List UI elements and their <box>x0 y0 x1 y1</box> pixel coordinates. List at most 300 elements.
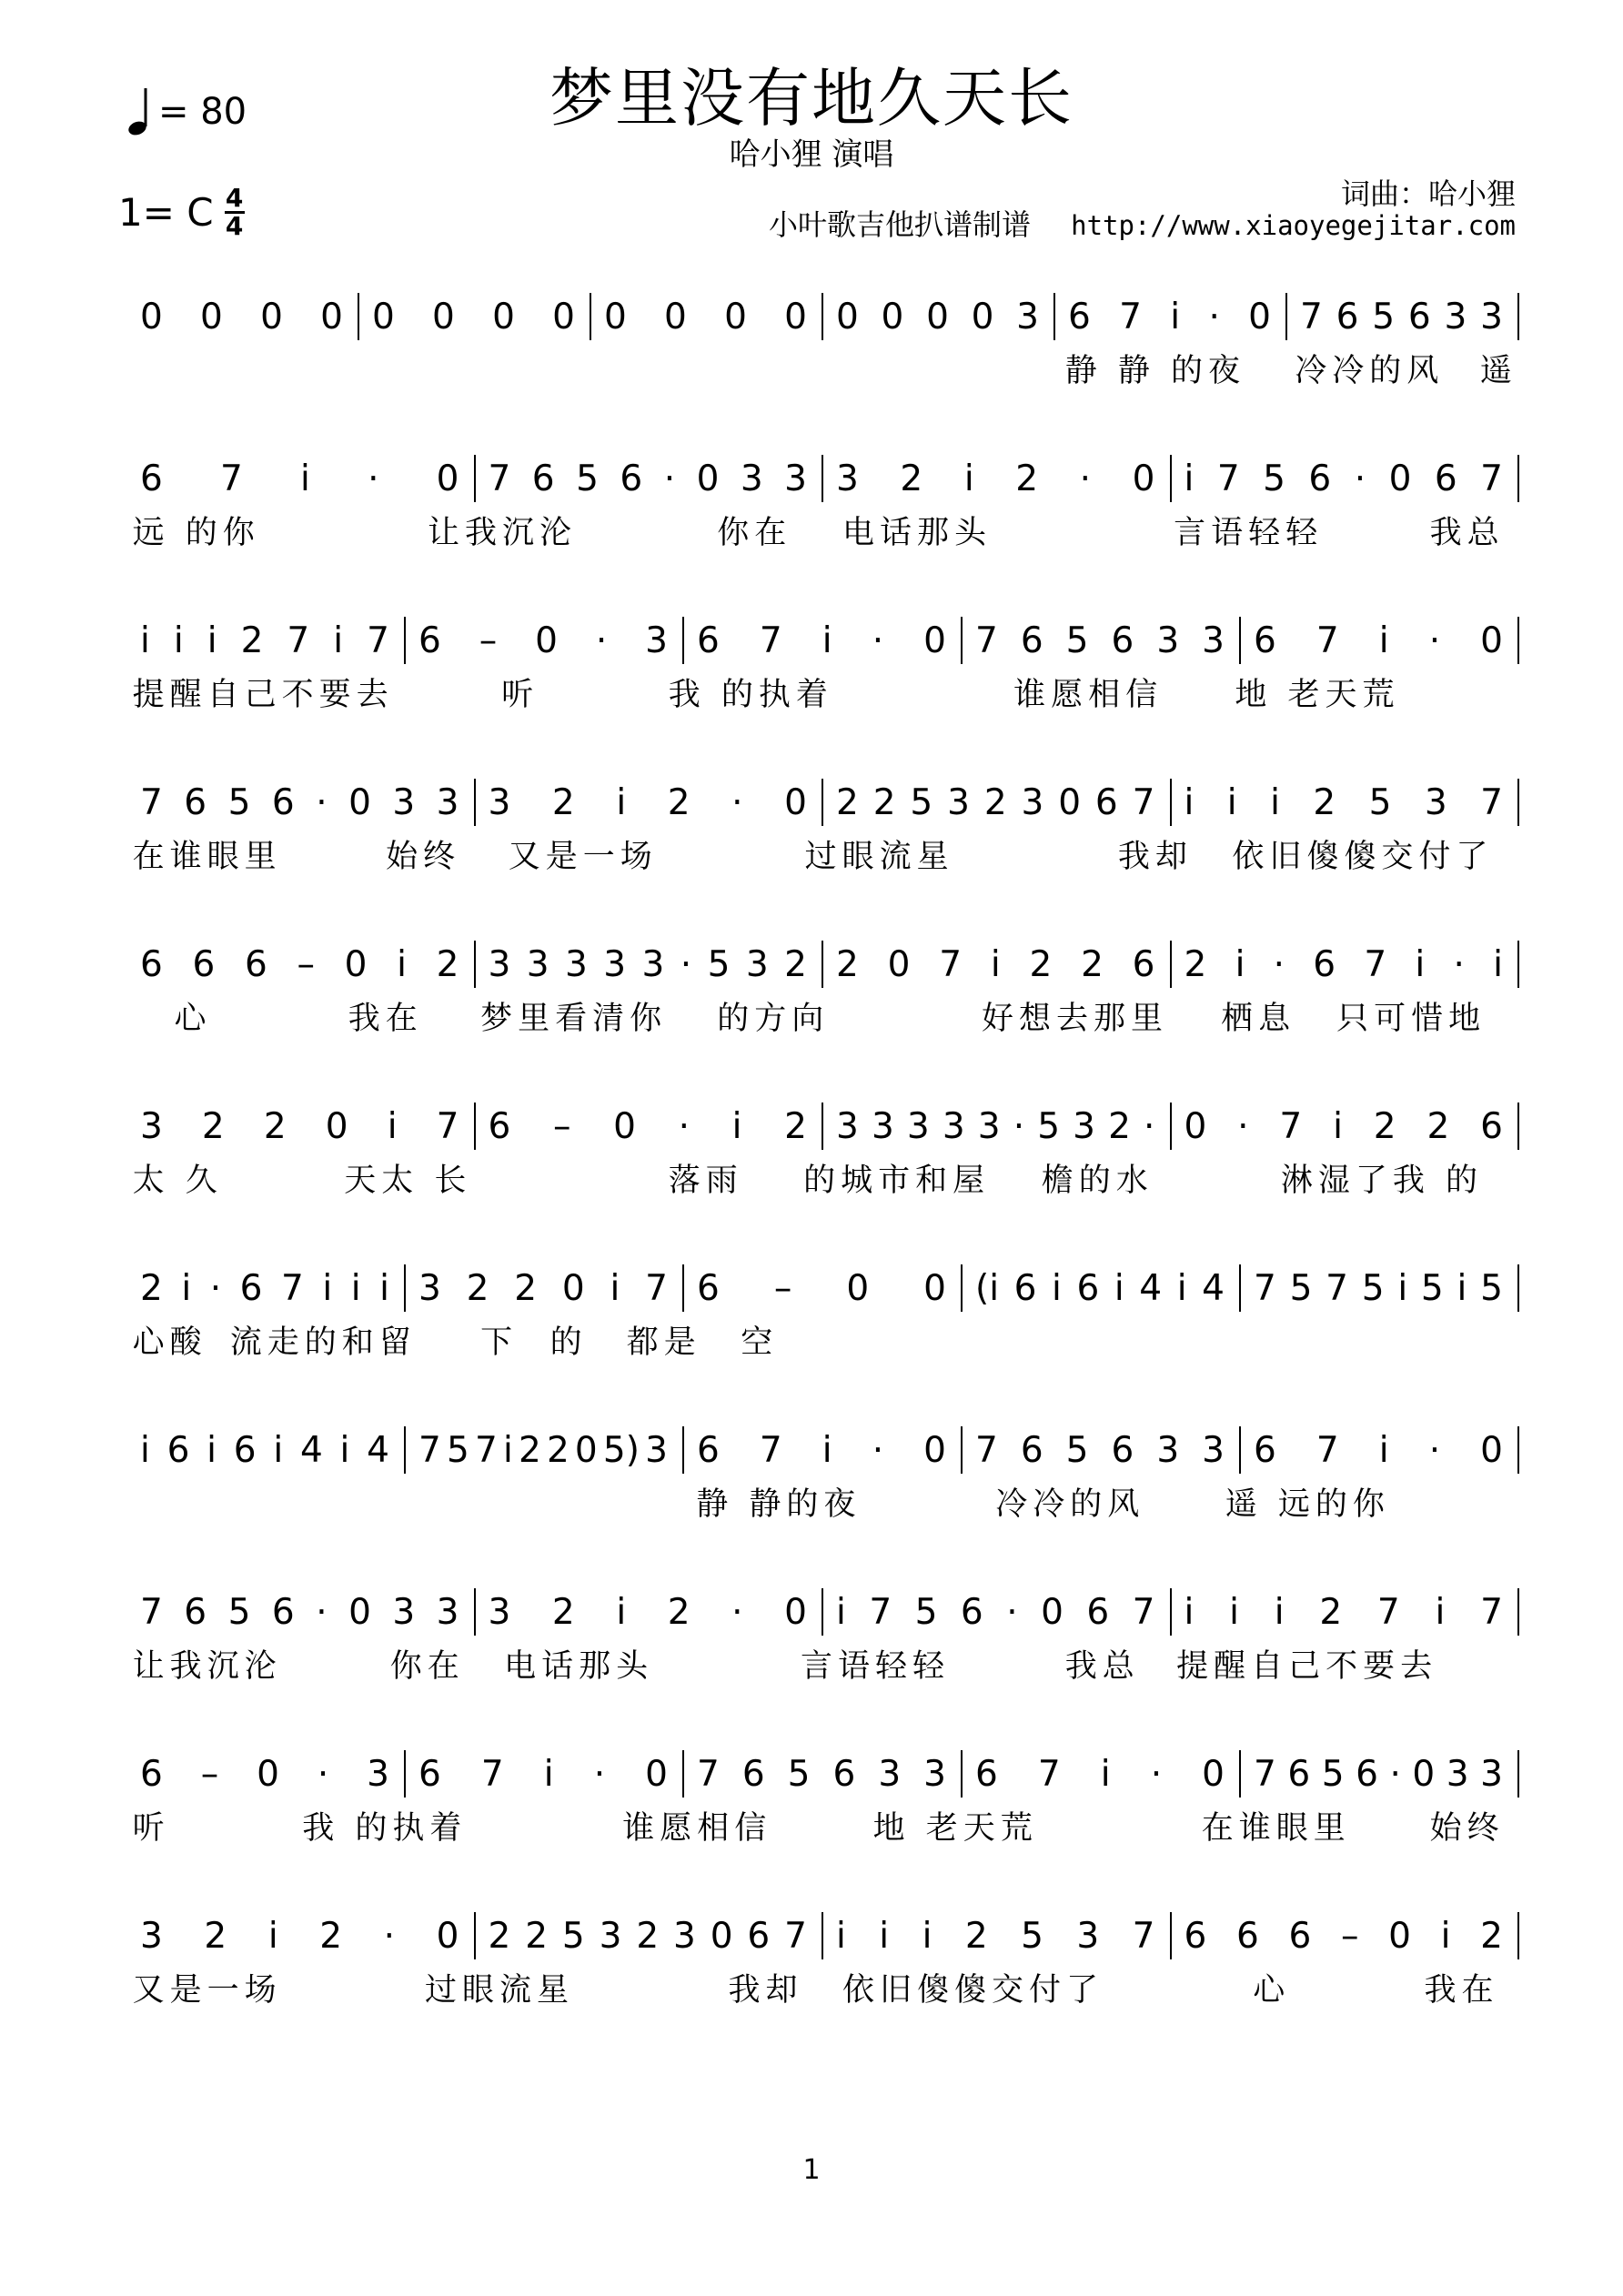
note-glyph: 0 <box>1248 296 1271 337</box>
bar-line <box>822 455 823 502</box>
note-glyph: i <box>1457 1267 1467 1309</box>
note-glyph: i <box>387 1105 398 1147</box>
note-glyph: 5 <box>1021 1915 1043 1957</box>
bar-line <box>1517 941 1519 988</box>
note-glyph: i <box>173 619 184 661</box>
note-glyph: 7 <box>1300 296 1323 337</box>
note-glyph: 5 <box>1420 1267 1444 1309</box>
bar-line <box>1517 617 1519 664</box>
bar-line <box>1285 293 1287 340</box>
note-glyph: · <box>872 619 884 661</box>
note-glyph: 3 <box>1446 1753 1469 1795</box>
lyric-text: 言语轻轻 <box>1174 515 1324 551</box>
note-glyph: 0 <box>1388 458 1412 499</box>
note-glyph: 6 <box>239 1267 263 1309</box>
note-glyph: · <box>1237 1105 1249 1147</box>
note-glyph: 5 <box>910 781 933 823</box>
key-signature <box>118 183 245 241</box>
note-glyph: · <box>663 458 676 499</box>
lyric-text: 始终 <box>386 839 461 875</box>
measure <box>418 1747 668 1801</box>
lyric-text: 静 静的夜 <box>696 1486 862 1523</box>
bar-line <box>1170 779 1172 826</box>
bar-line <box>1170 1588 1172 1636</box>
note-glyph: 5 <box>1372 296 1396 337</box>
note-glyph: 7 <box>784 1915 807 1957</box>
note-glyph: i <box>1235 943 1245 985</box>
note-glyph: 3 <box>977 1105 1001 1147</box>
note-glyph: 0 <box>784 1591 807 1633</box>
measure <box>1300 289 1503 344</box>
note-glyph: 7 <box>1037 1753 1061 1795</box>
note-glyph: 6 <box>1094 781 1118 823</box>
note-glyph: 7 <box>975 1429 998 1471</box>
note-glyph: i <box>1415 943 1426 985</box>
note-glyph: 7 <box>1376 1591 1400 1633</box>
lyric-text: 你在 <box>389 1648 465 1685</box>
note-glyph: 0 <box>710 1915 733 1957</box>
measure <box>418 1423 668 1477</box>
lyric-text: 静 静 的夜 <box>1064 353 1246 389</box>
note-glyph: 2 <box>551 1591 575 1633</box>
note-glyph: 5 <box>1065 619 1089 661</box>
note-glyph: 7 <box>140 1591 163 1633</box>
measure <box>1184 1908 1504 1963</box>
note-glyph: i <box>379 1267 389 1309</box>
note-glyph: 3 <box>488 1591 511 1633</box>
note-glyph: 2 <box>204 1915 227 1957</box>
lyric-text: 让我沉沦 <box>428 515 578 551</box>
note-glyph: 3 <box>1202 619 1225 661</box>
note-glyph: · <box>1013 1105 1025 1147</box>
note-glyph: 7 <box>488 458 511 499</box>
note-glyph: 0 <box>696 458 720 499</box>
lyric-text: 遥 远的你 <box>1225 1486 1390 1523</box>
lyric-text: 依旧傻傻交付了 <box>842 1972 1104 2009</box>
measure <box>697 1261 946 1315</box>
note-glyph: 6 <box>244 943 267 985</box>
note-glyph: 6 <box>1013 1267 1037 1309</box>
measure <box>1184 1099 1504 1153</box>
note-glyph: i <box>207 619 217 661</box>
lyric-text: 流走的和留 <box>229 1324 417 1361</box>
note-glyph: i <box>207 1429 217 1471</box>
note-glyph: i <box>836 1915 846 1957</box>
note-glyph: 0 <box>1388 1915 1411 1957</box>
lyric-text: 的城市和屋 <box>803 1163 991 1199</box>
lyric-text: 只可惜地 <box>1336 1001 1487 1037</box>
note-glyph: i <box>1440 1915 1451 1957</box>
note-glyph: · <box>1428 1429 1441 1471</box>
note-glyph: 6 <box>418 1753 441 1795</box>
measure <box>489 1099 808 1153</box>
note-glyph: 5 <box>1480 1267 1503 1309</box>
measure <box>372 289 575 344</box>
note-glyph: 2 <box>983 781 1007 823</box>
note-glyph: 6 <box>1313 943 1336 985</box>
lyric-text: 过眼流星 <box>804 839 954 875</box>
note-glyph: 0 <box>561 1267 585 1309</box>
bar-line <box>822 1912 823 1959</box>
note-glyph: 5 <box>1065 1429 1089 1471</box>
note-glyph: 2 <box>546 1429 570 1471</box>
bar-line <box>1170 941 1172 988</box>
bar-line <box>1170 1103 1172 1150</box>
lyric-text: 栖息 <box>1221 1001 1296 1037</box>
note-glyph: i <box>273 1429 284 1471</box>
note-glyph: 3 <box>1202 1429 1225 1471</box>
note-glyph: i <box>181 1267 192 1309</box>
note-glyph: 0 <box>436 458 459 499</box>
note-glyph: 0 <box>846 1267 870 1309</box>
note-glyph: 0 <box>971 296 994 337</box>
note-glyph: 6 <box>1111 1429 1134 1471</box>
note-glyph: 4 <box>367 1429 389 1471</box>
lyric-text: 我却 <box>1117 839 1193 875</box>
note-glyph: 7 <box>287 619 310 661</box>
note-glyph: 0 <box>348 1591 371 1633</box>
note-glyph: 3 <box>942 1105 965 1147</box>
lyric-text: 我 的执着 <box>668 677 833 713</box>
measure <box>140 1423 389 1477</box>
lyric-text: 在谁眼里 <box>1201 1810 1351 1847</box>
note-glyph: 6 <box>697 1267 720 1309</box>
note-glyph: i <box>836 1591 846 1633</box>
note-glyph: 0 <box>1041 1591 1064 1633</box>
note-glyph: 6 <box>1480 1105 1503 1147</box>
note-glyph: 2 <box>201 1105 225 1147</box>
bar-line <box>822 779 823 826</box>
note-glyph: 3 <box>947 781 970 823</box>
note-glyph: 6 <box>531 458 555 499</box>
tempo-marking <box>127 86 247 137</box>
note-glyph: i <box>350 1267 361 1309</box>
note-glyph: 0 <box>535 619 558 661</box>
bar-line <box>1517 1426 1519 1474</box>
bar-line <box>682 617 684 664</box>
note-glyph: i <box>822 619 832 661</box>
measure <box>604 289 807 344</box>
lyric-text: 天太 长 <box>344 1163 472 1199</box>
note-glyph: 7 <box>1254 1753 1276 1795</box>
measure <box>140 775 459 830</box>
bar-line <box>1517 1264 1519 1312</box>
note-glyph: · <box>731 781 743 823</box>
note-glyph: 6 <box>1020 619 1043 661</box>
note-glyph: 0 <box>1202 1753 1225 1795</box>
bar-line <box>358 293 359 340</box>
note-glyph: 0 <box>923 619 946 661</box>
note-glyph: 7 <box>480 1753 504 1795</box>
note-glyph: 0 <box>923 1429 946 1471</box>
note-glyph: 6 <box>418 619 441 661</box>
note-glyph: 5 <box>1037 1105 1061 1147</box>
note-glyph: i <box>322 1267 333 1309</box>
note-glyph: i <box>1378 619 1389 661</box>
measure <box>140 1261 389 1315</box>
bar-line <box>822 941 823 988</box>
note-glyph: 0 <box>1058 781 1082 823</box>
note-glyph: 7 <box>1216 458 1240 499</box>
page-number: 1 <box>802 2154 821 2186</box>
measure <box>489 451 808 506</box>
note-glyph: 3 <box>1424 781 1447 823</box>
bar-line <box>822 293 823 340</box>
measure <box>140 1585 459 1639</box>
note-glyph: 2 <box>1081 943 1104 985</box>
note-glyph: i <box>1184 458 1195 499</box>
measure <box>836 451 1155 506</box>
lyric-text: 的 <box>549 1324 588 1361</box>
measure <box>836 1585 1155 1639</box>
note-glyph: 2 <box>240 619 264 661</box>
note-glyph: 6 <box>832 1753 856 1795</box>
measure <box>140 289 343 344</box>
time-signature-top: 4 <box>225 183 244 213</box>
lyric-text: 提醒自己不要去 <box>132 677 394 713</box>
note-glyph: 3 <box>140 1915 163 1957</box>
note-glyph: 7 <box>140 781 163 823</box>
note-glyph: 7 <box>1316 619 1339 661</box>
note-glyph: 2 <box>319 1915 343 1957</box>
bar-line <box>474 1912 476 1959</box>
quarter-note-icon <box>127 86 149 137</box>
note-glyph: 6 <box>1434 458 1457 499</box>
note-glyph: 5 <box>561 1915 585 1957</box>
note-glyph: 7 <box>474 1429 498 1471</box>
note-glyph: 3 <box>878 1753 902 1795</box>
note-glyph: 6 <box>975 1753 998 1795</box>
note-glyph: 7 <box>645 1267 668 1309</box>
note-glyph: 2 <box>1319 1591 1343 1633</box>
note-glyph: 0 <box>613 1105 636 1147</box>
lyric-text: 地 老天荒 <box>1235 677 1400 713</box>
note-glyph: · <box>1144 1105 1155 1147</box>
lyric-text: 让我沉沦 <box>132 1648 282 1685</box>
measure <box>975 613 1225 668</box>
bar-line <box>404 1264 406 1312</box>
note-glyph: 5 <box>914 1591 938 1633</box>
lyric-text: 心 <box>1253 1972 1291 2009</box>
note-glyph: – <box>200 1753 219 1795</box>
note-glyph: 6 <box>140 1753 163 1795</box>
note-glyph: 6 <box>960 1591 983 1633</box>
note-glyph: i <box>543 1753 554 1795</box>
note-glyph: 7 <box>418 1429 441 1471</box>
note-glyph: 0 <box>724 296 747 337</box>
note-glyph: 0 <box>923 1267 946 1309</box>
note-glyph: 2 <box>667 1591 691 1633</box>
source-url: http://www.xiaoyegejitar.com <box>1071 210 1516 241</box>
note-glyph: 6 <box>747 1915 771 1957</box>
note-glyph: 7 <box>1132 1591 1155 1633</box>
note-glyph: 0 <box>1480 1429 1503 1471</box>
note-glyph: i <box>502 1429 513 1471</box>
note-glyph: 0 <box>664 296 687 337</box>
note-glyph: · <box>1354 458 1366 499</box>
note-glyph: 2 <box>436 943 459 985</box>
source-credit <box>769 202 1516 244</box>
measure <box>140 1747 389 1801</box>
note-glyph: 5 <box>707 943 731 985</box>
note-glyph: 3 <box>906 1105 930 1147</box>
measure <box>140 451 459 506</box>
lyric-text: 电话那头 <box>504 1648 654 1685</box>
measure <box>975 1423 1225 1477</box>
note-glyph: 5 <box>1289 1267 1313 1309</box>
bar-line <box>1517 1588 1519 1636</box>
note-glyph: 6 <box>1254 1429 1276 1471</box>
note-glyph: 2 <box>1015 458 1039 499</box>
lyric-text: 心 <box>174 1001 212 1037</box>
note-glyph: 6 <box>1235 1915 1259 1957</box>
note-glyph: 2 <box>964 1915 988 1957</box>
note-glyph: 3 <box>1480 296 1503 337</box>
lyric-text: 檐的水 <box>1041 1163 1154 1199</box>
note-glyph: – <box>479 619 498 661</box>
bar-line <box>1239 617 1241 664</box>
lyric-text: 都是 <box>626 1324 701 1361</box>
note-glyph: – <box>773 1267 792 1309</box>
note-glyph: 0 <box>1132 458 1155 499</box>
lyric-text: 冷冷的风 <box>1295 353 1445 389</box>
note-glyph: 7 <box>1316 1429 1339 1471</box>
measure <box>836 937 1155 992</box>
note-glyph: 2 <box>140 1267 163 1309</box>
key-label: 1= C <box>118 190 214 235</box>
bar-line <box>404 617 406 664</box>
note-glyph: 0 <box>574 1429 598 1471</box>
note-glyph: · <box>1389 1753 1401 1795</box>
bar-line <box>1517 455 1519 502</box>
note-glyph: 3 <box>392 1591 416 1633</box>
note-glyph: – <box>1340 1915 1359 1957</box>
lyric-text: 依旧傻傻交付了 <box>1232 839 1494 875</box>
bar-line <box>474 455 476 502</box>
note-glyph: 7 <box>220 458 243 499</box>
note-glyph: – <box>297 943 315 985</box>
note-glyph: · <box>1208 296 1220 337</box>
bar-line <box>474 1103 476 1150</box>
note-glyph: 6 <box>184 1591 207 1633</box>
note-glyph: 3 <box>1480 1753 1503 1795</box>
note-glyph: 6 <box>192 943 216 985</box>
note-glyph: 7 <box>367 619 389 661</box>
measure <box>140 613 389 668</box>
measure <box>836 289 1039 344</box>
note-glyph: i <box>140 1429 150 1471</box>
note-glyph: 6 <box>1336 296 1359 337</box>
lyric-text: 梦里看清你 <box>480 1001 668 1037</box>
note-glyph: i <box>879 1915 890 1957</box>
note-glyph: 5 <box>227 781 251 823</box>
lyric-text: 我 的执着 <box>302 1810 468 1847</box>
note-glyph: 4 <box>1202 1267 1225 1309</box>
note-glyph: · <box>1273 943 1285 985</box>
note-glyph: 3 <box>488 943 511 985</box>
note-glyph: 6 <box>1356 1753 1378 1795</box>
note-glyph: 5 <box>1361 1267 1385 1309</box>
note-glyph: 3 <box>140 1105 163 1147</box>
note-glyph: (i <box>975 1267 1000 1309</box>
lyric-text: 远 的你 <box>132 515 260 551</box>
note-glyph: 3 <box>923 1753 946 1795</box>
note-glyph: 3 <box>1016 296 1039 337</box>
note-glyph: 3 <box>1444 296 1467 337</box>
note-glyph: i <box>1114 1267 1124 1309</box>
lyric-text: 始终 <box>1429 1810 1505 1847</box>
note-glyph: 2 <box>836 781 859 823</box>
note-glyph: 0 <box>320 296 343 337</box>
note-glyph: i <box>1184 781 1195 823</box>
lyric-text: 心酸 <box>132 1324 207 1361</box>
note-glyph: 2 <box>872 781 896 823</box>
measure <box>489 937 808 992</box>
note-glyph: 0 <box>372 296 395 337</box>
note-glyph: i <box>1493 943 1503 985</box>
note-glyph: 6 <box>271 781 295 823</box>
note-glyph: · <box>1150 1753 1163 1795</box>
note-glyph: i <box>1333 1105 1343 1147</box>
lyric-text: 空 <box>741 1324 779 1361</box>
note-glyph: 3 <box>436 781 459 823</box>
note-glyph: 6 <box>1068 296 1091 337</box>
note-glyph: 6 <box>1288 1915 1312 1957</box>
bar-line <box>590 293 591 340</box>
note-glyph: 0 <box>836 296 859 337</box>
bar-line <box>404 1750 406 1798</box>
note-glyph: 7 <box>436 1105 459 1147</box>
note-glyph: 2 <box>836 943 859 985</box>
source-label: 小叶歌吉他扒谱制谱 <box>768 207 1031 242</box>
note-glyph: 7 <box>759 619 782 661</box>
note-glyph: 2 <box>1373 1105 1396 1147</box>
note-glyph: · <box>317 1753 329 1795</box>
note-glyph: 2 <box>525 1915 549 1957</box>
note-glyph: 6 <box>140 458 163 499</box>
note-glyph: 5 <box>576 458 599 499</box>
note-glyph: 3 <box>599 1915 622 1957</box>
note-glyph: 0 <box>200 296 223 337</box>
bar-line <box>1239 1426 1241 1474</box>
lyric-text: 遥 <box>1479 353 1517 389</box>
bar-line <box>1053 293 1055 340</box>
note-glyph: 3 <box>673 1915 696 1957</box>
note-glyph: 0 <box>257 1753 279 1795</box>
note-glyph: · <box>316 781 328 823</box>
note-glyph: 6 <box>166 1429 190 1471</box>
note-glyph: 6 <box>1076 1267 1100 1309</box>
lyric-text: 提醒自己不要去 <box>1176 1648 1438 1685</box>
note-glyph: i <box>616 1591 627 1633</box>
note-glyph: 0 <box>604 296 627 337</box>
lyric-text: 我总 <box>1429 515 1505 551</box>
note-glyph: 3 <box>488 781 511 823</box>
note-glyph: 4 <box>299 1429 323 1471</box>
note-glyph: 0 <box>887 943 911 985</box>
note-glyph: 5 <box>446 1429 469 1471</box>
note-glyph: 5) <box>602 1429 640 1471</box>
measure <box>1254 613 1503 668</box>
note-glyph: 2 <box>667 781 691 823</box>
note-glyph: i <box>1270 781 1280 823</box>
bar-line <box>1239 1264 1241 1312</box>
note-glyph: 2 <box>263 1105 287 1147</box>
measure <box>140 1099 459 1153</box>
note-glyph: i <box>731 1105 742 1147</box>
measure <box>697 1747 946 1801</box>
note-glyph: 6 <box>488 1105 511 1147</box>
